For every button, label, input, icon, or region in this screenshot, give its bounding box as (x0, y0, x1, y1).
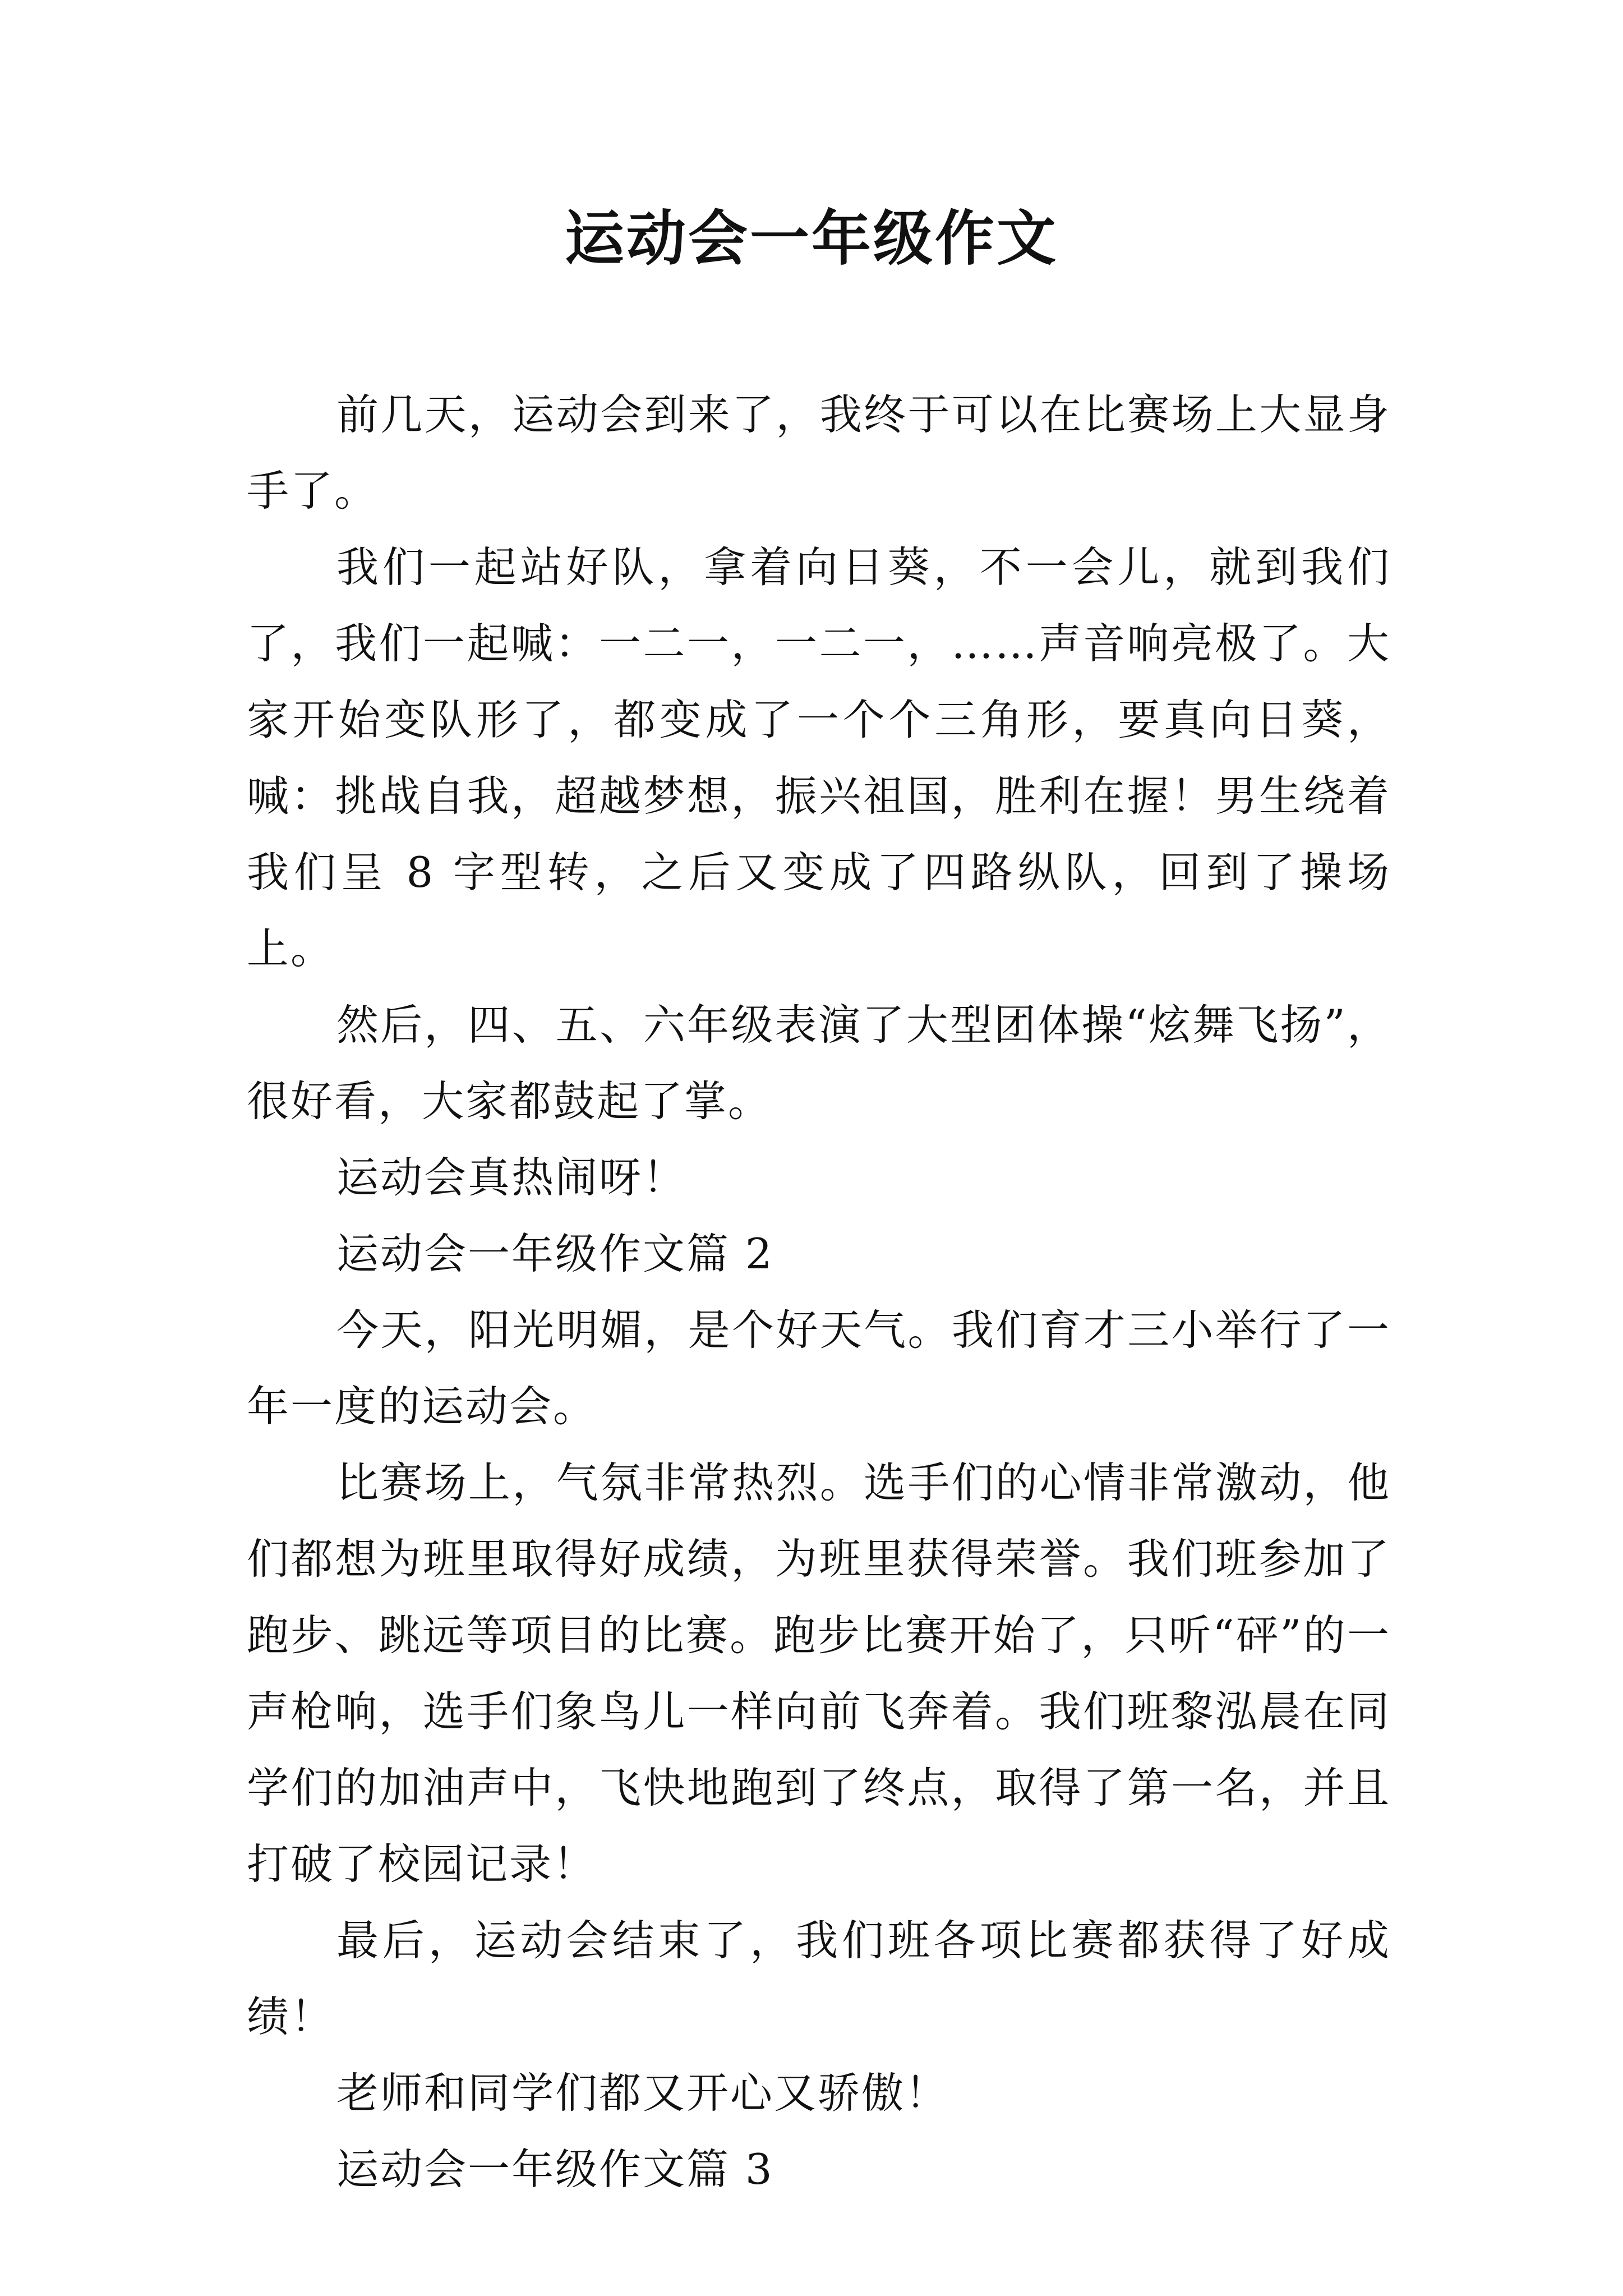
section-heading: 运动会一年级作文篇 3 (336, 2145, 774, 2194)
paragraph: 老师和同学们都又开心又骄傲！ (336, 2068, 949, 2118)
paragraph: 运动会真热闹呀！ (336, 1153, 687, 1202)
document-title: 运动会一年级作文 (565, 203, 1058, 273)
paragraph: 前几天，运动会到来了，我终于可以在比赛场上大显身手了。 (247, 390, 1391, 516)
paragraph: 最后，运动会结束了，我们班各项比赛都获得了好成绩！ (247, 1916, 1391, 2041)
section-heading: 运动会一年级作文篇 2 (336, 1229, 774, 1278)
paragraph: 比赛场上，气氛非常热烈。选手们的心情非常激动，他们都想为班里取得好成绩，为班里获得荣誉。我们班参加了跑步、跳远等项目的比赛。跑步比赛开始了，只听“砰”的一声枪响，选手们象鸟儿一样向前飞奔着。我们班黎泓晨在同学们的加油声中，飞快地跑到了终点，取得了第一名，并且打破了校园记录！ (247, 1458, 1391, 1889)
paragraph: 今天，阳光明媚，是个好天气。我们育才三小举行了一年一度的运动会。 (247, 1305, 1391, 1431)
paragraph: 我们一起站好队，拿着向日葵，不一会儿，就到我们了，我们一起喊：一二一，一二一，……声音响亮极了。大家开始变队形了，都变成了一个个三角形，要真向日葵，喊：挑战自我，超越梦想，振兴祖国，胜利在握！男生绕着我们呈 8 字型转，之后又变成了四路纵队，回到了操场上。 (247, 542, 1391, 973)
document-body (247, 376, 1391, 2207)
paragraph: 然后，四、五、六年级表演了大型团体操“炫舞飞扬”，很好看，大家都鼓起了掌。 (247, 1000, 1391, 1126)
